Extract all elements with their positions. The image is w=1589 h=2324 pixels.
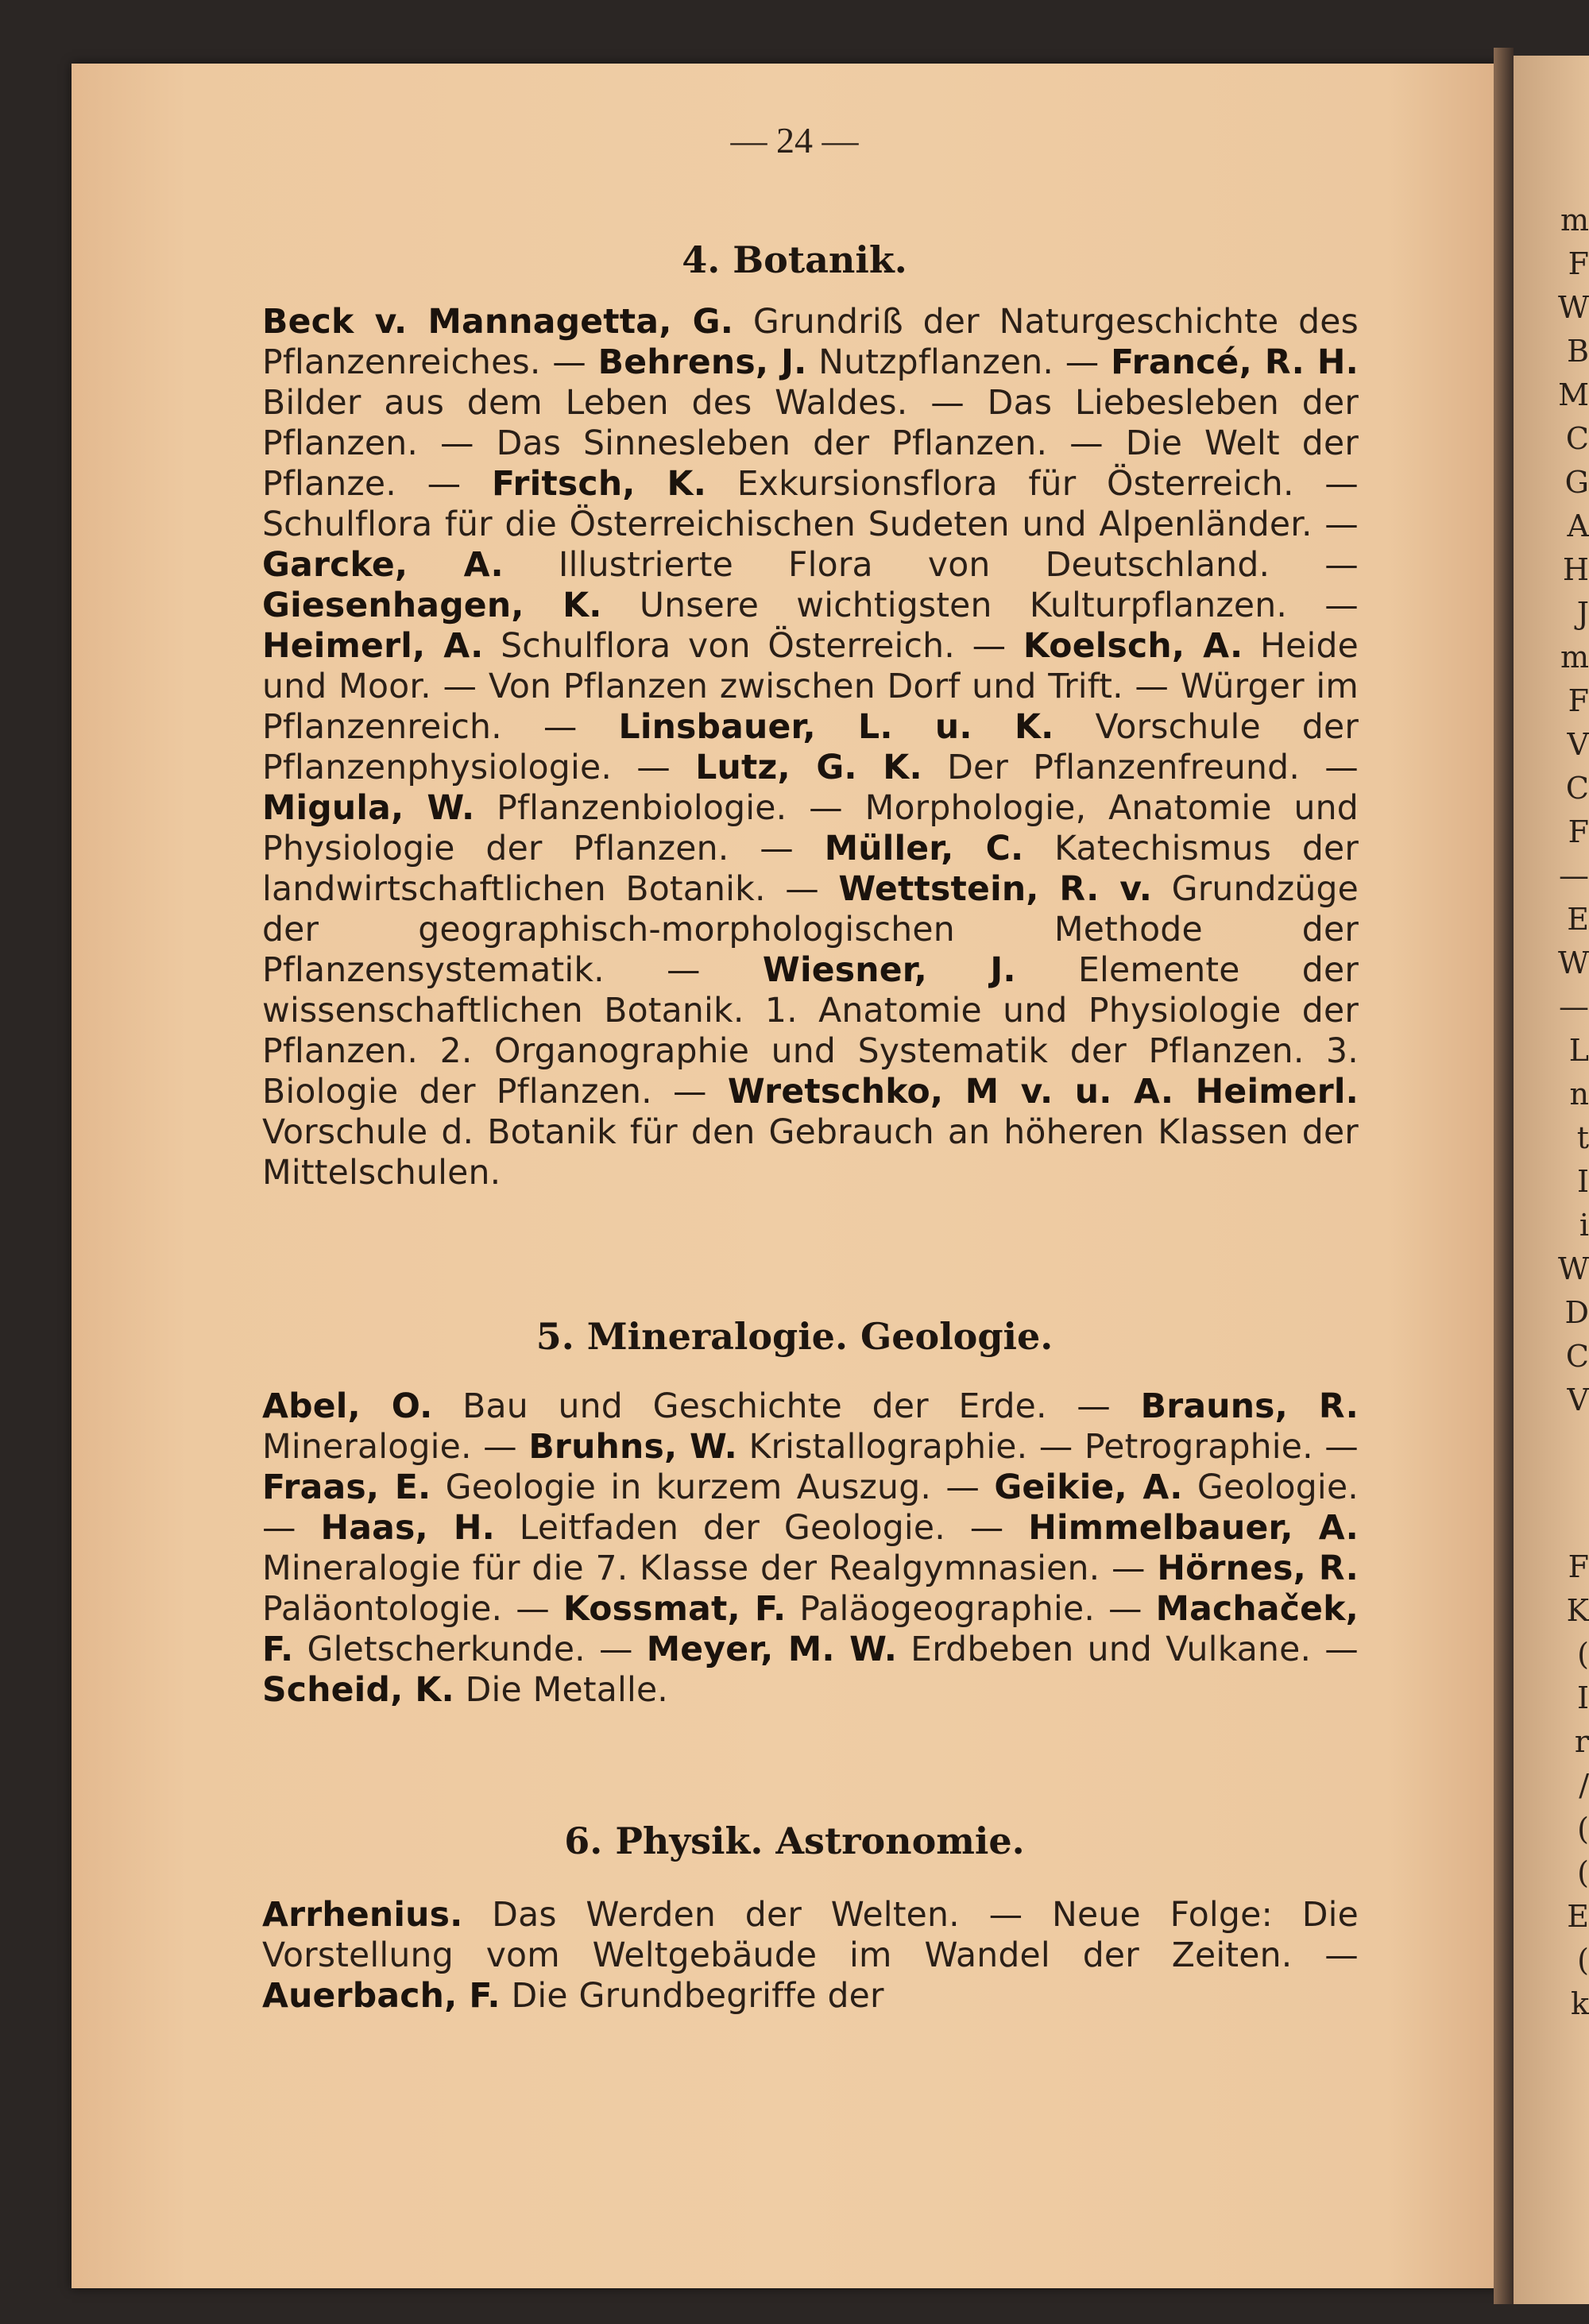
- entry-author: Hörnes, R.: [1157, 1549, 1359, 1588]
- entry-author: Scheid, K.: [262, 1671, 454, 1710]
- entry-title: Illustrierte Flora von Deutschland.: [558, 546, 1270, 585]
- facing-page-letter: m: [1560, 640, 1589, 675]
- entry-title: Vorschule d. Botanik für den Gebrauch an höheren Klassen der Mittelschulen.: [262, 1113, 1359, 1193]
- entry-title: Bau und Geschichte der Erde.: [462, 1387, 1047, 1426]
- entry-author: Auerbach, F.: [262, 1977, 501, 2016]
- entry-author: Heimerl, A.: [262, 627, 484, 666]
- entry-author: Arrhenius.: [262, 1896, 463, 1935]
- facing-page-letter: (: [1577, 1943, 1589, 1978]
- entry-title: Pflanzenbiologie. — Morphologie, Anatomie und Physiologie der Pflanzen.: [262, 789, 1359, 868]
- entry-title: Katechismus der landwirtschaftlichen Botanik.: [262, 829, 1359, 909]
- section-heading-botanik: 4. Botanik.: [682, 238, 907, 281]
- facing-page-letter: W: [1557, 945, 1589, 980]
- facing-page-letter: C: [1565, 771, 1589, 806]
- entry-author: Koelsch, A.: [1023, 627, 1243, 666]
- facing-page-letter: M: [1558, 377, 1589, 412]
- entry-author: Himmelbauer, A.: [1028, 1509, 1359, 1548]
- entry-author: Beck v. Mannagetta, G.: [262, 303, 734, 342]
- entry-author: Kossmat, F.: [563, 1590, 787, 1629]
- entry-title: Grundriß der Naturgeschichte des Pflanzenreiches.: [262, 303, 1359, 382]
- entry-author: Behrens, J.: [597, 343, 807, 382]
- facing-page-letter: J: [1576, 596, 1589, 631]
- entry-title: Grundzüge der geographisch-morphologischen Methode der Pflanzensystematik.: [262, 870, 1359, 990]
- entry-author: Müller, C.: [824, 829, 1024, 868]
- page-number: — 24 —: [730, 120, 859, 160]
- entry-title: Schulflora von Österreich.: [501, 627, 955, 666]
- entry-title: Vorschule der Pflanzenphysiologie.: [262, 708, 1359, 787]
- facing-page-letter: E: [1567, 1899, 1589, 1934]
- entry-title: Exkursionsflora für Österreich. — Schulflora für die Österreichischen Sudeten und Alpenländer.: [262, 465, 1359, 544]
- facing-page-letter: D: [1564, 1295, 1589, 1330]
- facing-page-letter: W: [1557, 1251, 1589, 1286]
- section-heading-mineralogie: 5. Mineralogie. Geologie.: [535, 1315, 1054, 1358]
- entry-author: Machaček, F.: [262, 1590, 1359, 1669]
- facing-page-letter: (: [1577, 1855, 1589, 1890]
- entry-title: Heide und Moor. — Von Pflanzen zwischen Dorf und Trift. — Würger im Pflanzenreich.: [262, 627, 1359, 747]
- entry-author: Fritsch, K.: [491, 465, 707, 504]
- entry-author: Wettstein, R. v.: [838, 870, 1153, 909]
- facing-page-letter: B: [1567, 334, 1589, 369]
- entry-title: Mineralogie für die 7. Klasse der Realgymnasien.: [262, 1549, 1100, 1588]
- entry-author: Wretschko, M v. u. A. Heimerl.: [727, 1073, 1359, 1112]
- facing-page-letter: r: [1574, 1724, 1589, 1759]
- facing-page-letter: m: [1560, 203, 1589, 238]
- facing-page-letter: —: [1559, 989, 1589, 1024]
- facing-page-letter: E: [1567, 902, 1589, 937]
- entry-title: Nutzpflanzen.: [818, 343, 1054, 382]
- entry-title: Leitfaden der Geologie.: [519, 1509, 945, 1548]
- facing-page-letter: C: [1565, 421, 1589, 456]
- section-body-mineralogie: Abel, O. Bau und Geschichte der Erde. — Brauns, R. Mineralogie. — Bruhns, W. Kristallographie. — Petrographie. — Fraas, E. Geologie in kurzem Auszug. — Geikie, A. Geologie. — Haas, H. Leitfaden der Geologie. — Himmelbauer, A. Mineralogie für die 7. Klasse der Realgymnasien. — Hörnes, R. Paläontologie. — Kossmat, F. Paläogeographie. — Machaček, F. Gletscherkunde. — Meyer, M. W. Erdbeben und Vulkane. — Scheid, K. Die Metalle.: [262, 1387, 1359, 1710]
- entry-author: Migula, W.: [262, 789, 475, 828]
- facing-page-letter: (: [1577, 1812, 1589, 1846]
- entry-title: Erdbeben und Vulkane.: [910, 1630, 1312, 1669]
- entry-title: Bilder aus dem Leben des Waldes. — Das Liebesleben der Pflanzen. — Das Sinnesleben der Pflanzen. — Die Welt der Pflanze.: [262, 384, 1359, 504]
- entry-title: Elemente der wissenschaftlichen Botanik. 1. Anatomie und Physiologie der Pflanzen. 2. Organographie und Systematik der Pflanzen. 3. Biologie der Pflanzen.: [262, 951, 1359, 1112]
- facing-page-letter: I: [1576, 1680, 1589, 1715]
- entry-title: Unsere wichtigsten Kulturpflanzen.: [639, 586, 1288, 625]
- facing-page-letter: /: [1579, 1768, 1589, 1803]
- facing-page-letter: n: [1569, 1077, 1589, 1112]
- entry-title: Mineralogie.: [262, 1428, 472, 1467]
- entry-title: Das Werden der Welten. — Neue Folge: Die Vorstellung vom Weltgebäude im Wandel der Zeiten.: [262, 1896, 1359, 1975]
- section-body-physik: Arrhenius. Das Werden der Welten. — Neue Folge: Die Vorstellung vom Weltgebäude im Wandel der Zeiten. — Auerbach, F. Die Grundbegriffe der: [262, 1896, 1359, 2016]
- facing-page-letter: (: [1577, 1637, 1589, 1672]
- facing-page-letter: F: [1568, 246, 1589, 281]
- entry-author: Francé, R. H.: [1111, 343, 1359, 382]
- entry-author: Bruhns, W.: [528, 1428, 737, 1467]
- entry-title: Gletscherkunde.: [307, 1630, 586, 1669]
- facing-page-letter: A: [1567, 508, 1589, 543]
- entry-author: Meyer, M. W.: [646, 1630, 898, 1669]
- entry-title: Paläogeographie.: [799, 1590, 1096, 1629]
- book-gutter: [1494, 48, 1514, 2304]
- entry-author: Linsbauer, L. u. K.: [618, 708, 1054, 747]
- entry-author: Abel, O.: [262, 1387, 433, 1426]
- entry-author: Geikie, A.: [994, 1468, 1183, 1507]
- facing-page-letter: H: [1562, 552, 1589, 587]
- section-heading-physik: 6. Physik. Astronomie.: [564, 1819, 1025, 1862]
- facing-page-letter: G: [1564, 465, 1589, 500]
- entry-author: Wiesner, J.: [762, 951, 1016, 990]
- entry-author: Brauns, R.: [1140, 1387, 1359, 1426]
- section-body-botanik: Beck v. Mannagetta, G. Grundriß der Naturgeschichte des Pflanzenreiches. — Behrens, J. Nutzpflanzen. — Francé, R. H. Bilder aus dem Leben des Waldes. — Das Liebesleben der Pflanzen. — Das Sinnesleben der Pflanzen. — Die Welt der Pflanze. — Fritsch, K. Exkursionsflora für Österreich. — Schulflora für die Österreichischen Sudeten und Alpenländer. — Garcke, A. Illustrierte Flora von Deutschland. — Giesenhagen, K. Unsere wichtigsten Kulturpflanzen. — Heimerl, A. Schulflora von Österreich. — Koelsch, A. Heide und Moor. — Von Pflanzen zwischen Dorf und Trift. — Würger im Pflanzenreich. — Linsbauer, L. u. K. Vorschule der Pflanzenphysiologie. — Lutz, G. K. Der Pflanzenfreund. — Migula, W. Pflanzenbiologie. — Morphologie, Anatomie und Physiologie der Pflanzen. — Müller, C. Katechismus der landwirtschaftlichen Botanik. — Wettstein, R. v. Grundzüge der geographisch-morphologischen Methode der Pflanzensystematik. — Wiesner, J. Elemente der wissenschaftlichen Botanik. 1. Anatomie und Physiologie der Pflanzen. 2. Organographie und Systematik der Pflanzen. 3. Biologie der Pflanzen. — Wretschko, M v. u. A. Heimerl. Vorschule d. Botanik für den Gebrauch an höheren Klassen der Mittelschulen.: [262, 303, 1359, 1193]
- entry-title: Kristallographie. — Petrographie.: [748, 1428, 1313, 1467]
- facing-page-letter: F: [1568, 683, 1589, 718]
- facing-page-letter: V: [1567, 1382, 1589, 1417]
- entry-title: Der Pflanzenfreund.: [947, 748, 1301, 787]
- facing-page-letter: W: [1557, 290, 1589, 325]
- facing-page-letter: k: [1570, 1986, 1589, 2021]
- facing-page-letter: t: [1576, 1120, 1589, 1155]
- facing-page-letter: C: [1565, 1339, 1589, 1374]
- facing-page: [1514, 56, 1589, 2304]
- entry-title: Paläontologie.: [262, 1590, 503, 1629]
- entry-author: Garcke, A.: [262, 546, 504, 585]
- entry-author: Giesenhagen, K.: [262, 586, 602, 625]
- facing-page-letter: F: [1568, 1549, 1589, 1584]
- facing-page-letter: —: [1559, 858, 1589, 893]
- entry-author: Fraas, E.: [262, 1468, 431, 1507]
- facing-page-letter: i: [1579, 1208, 1589, 1243]
- entry-author: Lutz, G. K.: [695, 748, 922, 787]
- facing-page-letter: F: [1568, 814, 1589, 849]
- facing-page-letter: I: [1576, 1164, 1589, 1199]
- entry-title: Geologie.: [1197, 1468, 1359, 1507]
- facing-page-letter: K: [1566, 1593, 1589, 1628]
- entry-title: Die Grundbegriffe der: [511, 1977, 884, 2016]
- entry-title: Geologie in kurzem Auszug.: [445, 1468, 932, 1507]
- entry-title: Die Metalle.: [465, 1671, 669, 1710]
- facing-page-letter: V: [1567, 727, 1589, 762]
- entry-author: Haas, H.: [320, 1509, 495, 1548]
- facing-page-letter: L: [1568, 1033, 1589, 1068]
